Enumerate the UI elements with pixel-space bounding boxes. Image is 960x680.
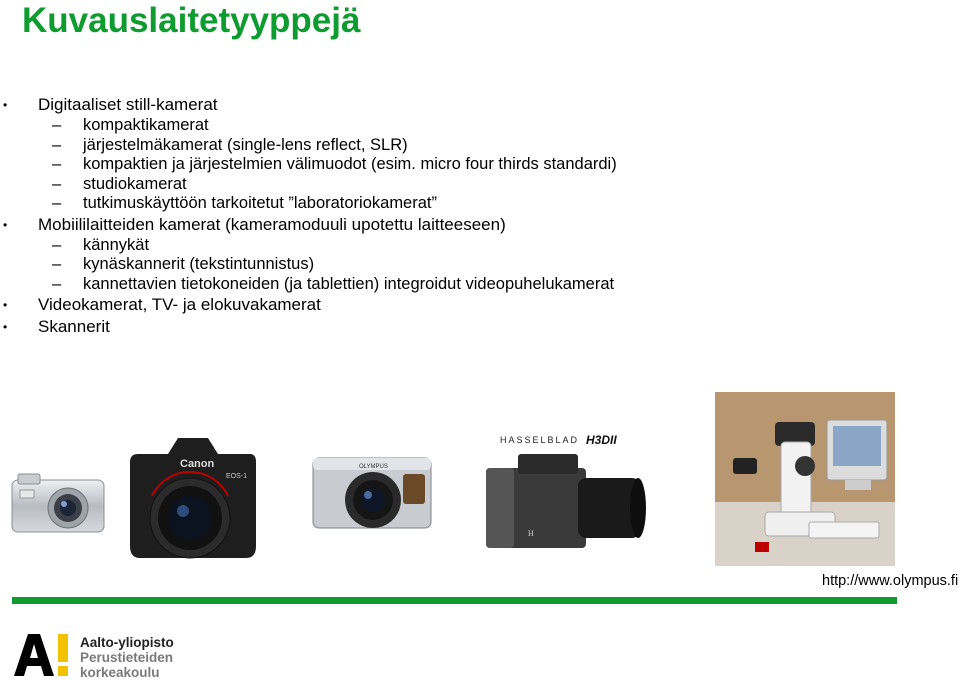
sub-bullet-item [0,116,960,136]
bullet-text: kannettavien tietokoneiden (ja tablettien) integroidut videopuhelukamerat [83,274,615,293]
logo-line-1: Aalto-yliopisto [80,635,174,650]
bullet-text: kynäskannerit (tekstintunnistus) [83,255,315,273]
dash-marker: – [52,255,62,273]
svg-text:H: H [528,529,534,538]
bullet-item [0,316,960,338]
image-credit: http://www.olympus.fi [822,573,959,589]
olympus-brand: OLYMPUS [359,464,388,470]
bullet-text: Videokamerat, TV- ja elokuvakamerat [38,295,321,314]
hasselblad-model: H3DII [586,433,617,447]
bullet-text: Mobiililaitteiden kamerat (kameramoduuli upotettu laitteeseen) [38,214,506,234]
sub-bullet-item [0,255,960,275]
bullet-marker: • [3,98,8,112]
bullet-marker: • [3,217,8,232]
bullet-item [0,294,960,316]
olympus-pen-photo [311,452,433,534]
bullet-text: tutkimuskäyttöön tarkoitetut ”laboratoriokamerat” [83,194,437,212]
bullet-text: Digitaaliset still-kamerat [38,95,218,114]
footer-bar [12,597,897,604]
bullet-text: kännykät [83,235,150,254]
eos-model: EOS-1 [226,473,248,480]
dash-marker: – [52,274,62,293]
microscope-lab-photo [715,392,895,566]
dash-marker: – [52,235,62,254]
sub-bullet-item [0,236,960,256]
sub-bullet-item [0,175,960,195]
bullet-marker: • [3,298,8,312]
bullet-text: kompaktien ja järjestelmien välimuodot (esim. micro four thirds standardi) [83,155,617,173]
bullet-item [0,94,960,116]
bullet-text: studiokamerat [83,174,187,193]
sub-bullet-item [0,155,960,175]
bullet-text: kompaktikamerat [83,116,209,134]
bullet-text: Skannerit [38,317,110,336]
dash-marker: – [52,116,62,134]
sub-bullet-item [0,275,960,295]
bullet-text: järjestelmäkamerat (single-lens reflect, SLR) [83,135,408,154]
hasselblad-brand: HASSELBLAD [500,435,580,445]
logo-line-2: Perustieteiden [80,650,174,665]
bullet-item [0,214,960,236]
logo-line-3: korkeakoulu [80,665,160,680]
dash-marker: – [52,174,62,193]
slide-title: Kuvauslaitetyyppejä [22,1,361,40]
dash-marker: – [52,135,62,154]
bullet-marker: • [3,320,8,334]
aalto-logo-mark [12,632,72,678]
sub-bullet-item [0,136,960,156]
hasselblad-photo [478,428,650,568]
dash-marker: – [52,155,62,173]
dash-marker: – [52,194,62,212]
compact-camera-photo [10,470,106,536]
sub-bullet-item [0,194,960,214]
aalto-logo-text [80,635,174,680]
canon-dslr-photo [128,434,258,566]
bullet-list [0,94,960,338]
canon-brand: Canon [180,458,215,470]
